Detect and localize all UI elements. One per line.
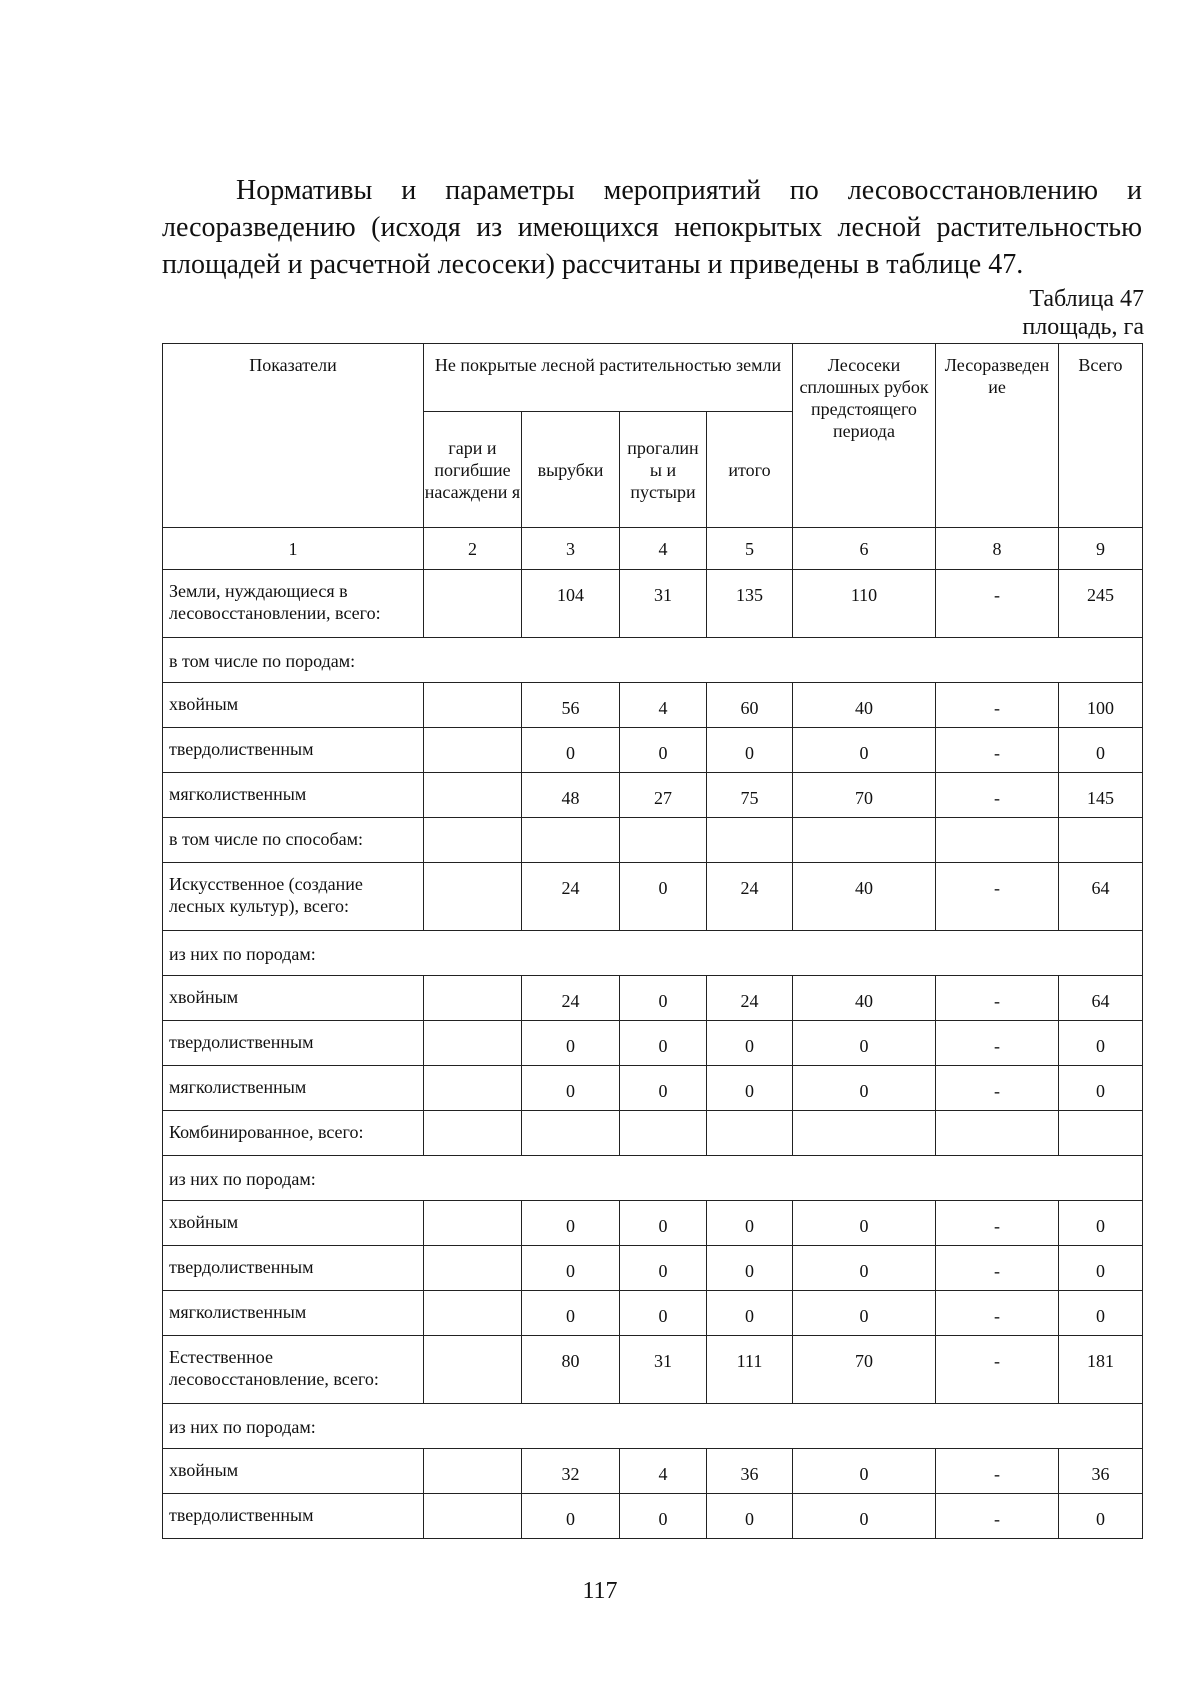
cell-c4: 0 [620, 1494, 707, 1539]
cell-c6: 0 [793, 728, 936, 773]
table-row [163, 570, 1143, 638]
table-row [163, 638, 1143, 683]
cell-c9: 0 [1059, 1291, 1143, 1336]
cell-c2 [424, 1449, 522, 1494]
cell-c6: 0 [793, 1021, 936, 1066]
cell-c9: 36 [1059, 1449, 1143, 1494]
cell-c4: 0 [620, 1201, 707, 1246]
table-row [163, 1066, 1143, 1111]
cell-c8: - [936, 1066, 1059, 1111]
cell-c9: 0 [1059, 1066, 1143, 1111]
cell-c6: 40 [793, 683, 936, 728]
header-all: Всего [1059, 344, 1143, 528]
cell-c3: 104 [522, 570, 620, 638]
cell-c5: 75 [707, 773, 793, 818]
cell-c4: 4 [620, 1449, 707, 1494]
cell-c8: - [936, 773, 1059, 818]
table-row [163, 1336, 1143, 1404]
cell-c3: 24 [522, 863, 620, 931]
cell-c6: 0 [793, 1066, 936, 1111]
cell-c8: - [936, 1021, 1059, 1066]
cell-c9: 0 [1059, 1021, 1143, 1066]
cell-c9: 245 [1059, 570, 1143, 638]
cell-c8: - [936, 1201, 1059, 1246]
table-row [163, 1021, 1143, 1066]
cell-c4: 0 [620, 1066, 707, 1111]
cell-c8: - [936, 1291, 1059, 1336]
table-row [163, 1404, 1143, 1449]
row-label: хвойным [163, 1449, 424, 1494]
row-label: в том числе по способам: [163, 818, 424, 863]
cell-c2 [424, 570, 522, 638]
table-row [163, 1449, 1143, 1494]
row-label: хвойным [163, 683, 424, 728]
table-row [163, 1201, 1143, 1246]
table-row [163, 1156, 1143, 1201]
cell-c8: - [936, 1449, 1059, 1494]
cell-c3 [522, 1111, 620, 1156]
table-row [163, 773, 1143, 818]
cell-c5: 0 [707, 1021, 793, 1066]
table-row [163, 728, 1143, 773]
cell-c5 [707, 1111, 793, 1156]
cell-c3: 0 [522, 1021, 620, 1066]
cell-c9: 0 [1059, 1201, 1143, 1246]
header-burned: гари и погибшие насаждени я [424, 412, 522, 528]
cell-c4: 31 [620, 1336, 707, 1404]
cell-c2 [424, 976, 522, 1021]
cell-c6: 0 [793, 1291, 936, 1336]
cell-c5: 111 [707, 1336, 793, 1404]
cell-c9: 64 [1059, 863, 1143, 931]
cell-c6: 0 [793, 1246, 936, 1291]
cell-c5: 0 [707, 1246, 793, 1291]
section-label: из них по породам: [163, 1156, 1143, 1201]
cell-c4: 4 [620, 683, 707, 728]
cell-c6: 0 [793, 1494, 936, 1539]
row-label: хвойным [163, 1201, 424, 1246]
row-label: Комбинированное, всего: [163, 1111, 424, 1156]
header-glades: прогалин ы и пустыри [620, 412, 707, 528]
cell-c8: - [936, 728, 1059, 773]
header-afforestation: Лесоразведен ие [936, 344, 1059, 528]
cell-c6 [793, 818, 936, 863]
cell-c3: 0 [522, 1494, 620, 1539]
cell-c8: - [936, 1336, 1059, 1404]
row-label: мягколиственным [163, 1066, 424, 1111]
cell-c2 [424, 1291, 522, 1336]
cell-c5: 0 [707, 1494, 793, 1539]
cell-c6: 40 [793, 863, 936, 931]
table-row [163, 1291, 1143, 1336]
cell-c6: 70 [793, 773, 936, 818]
cell-c9: 64 [1059, 976, 1143, 1021]
cell-c4: 0 [620, 1291, 707, 1336]
column-number: 1 [163, 528, 424, 570]
column-numbers-row [163, 528, 1143, 570]
cell-c6: 110 [793, 570, 936, 638]
cell-c3: 48 [522, 773, 620, 818]
page-number: 117 [582, 1578, 618, 1604]
cell-c5 [707, 818, 793, 863]
table-body [163, 528, 1143, 1539]
row-label: Естественное лесовосстановление, всего: [163, 1336, 424, 1404]
cell-c8: - [936, 976, 1059, 1021]
cell-c5: 24 [707, 863, 793, 931]
cell-c2 [424, 1494, 522, 1539]
cell-c2 [424, 683, 522, 728]
column-number: 8 [936, 528, 1059, 570]
cell-c8: - [936, 683, 1059, 728]
cell-c4 [620, 818, 707, 863]
cell-c8 [936, 1111, 1059, 1156]
cell-c2 [424, 728, 522, 773]
cell-c3: 24 [522, 976, 620, 1021]
header-indicators: Показатели [163, 344, 424, 528]
section-label: из них по породам: [163, 1404, 1143, 1449]
cell-c2 [424, 863, 522, 931]
row-label: Искусственное (создание лесных культур), всего: [163, 863, 424, 931]
row-label: хвойным [163, 976, 424, 1021]
intro-paragraph: Нормативы и параметры мероприятий по лесовосстановлению и лесоразведению (исходя из имеющихся непокрытых лесной растительностью площадей и расчетной лесосеки) рассчитаны и приведены в таблице 47. [162, 175, 1142, 280]
cell-c9: 181 [1059, 1336, 1143, 1404]
cell-c2 [424, 818, 522, 863]
table-row [163, 1494, 1143, 1539]
cell-c3: 80 [522, 1336, 620, 1404]
table-row [163, 976, 1143, 1021]
header-felling-areas: Лесосеки сплошных рубок предстоящего периода [793, 344, 936, 528]
table-row [163, 1111, 1143, 1156]
cell-c9: 0 [1059, 728, 1143, 773]
cell-c2 [424, 1021, 522, 1066]
cell-c5: 0 [707, 728, 793, 773]
cell-c2 [424, 1111, 522, 1156]
cell-c4: 0 [620, 1246, 707, 1291]
section-label: в том числе по породам: [163, 638, 1143, 683]
cell-c9: 100 [1059, 683, 1143, 728]
row-label: твердолиственным [163, 1246, 424, 1291]
cell-c5: 0 [707, 1066, 793, 1111]
cell-c6: 40 [793, 976, 936, 1021]
cell-c4: 31 [620, 570, 707, 638]
cell-c9 [1059, 818, 1143, 863]
cell-c5: 24 [707, 976, 793, 1021]
row-label: твердолиственным [163, 1021, 424, 1066]
cell-c3: 0 [522, 1201, 620, 1246]
cell-c9: 0 [1059, 1494, 1143, 1539]
cell-c8: - [936, 1494, 1059, 1539]
cell-c5: 0 [707, 1201, 793, 1246]
header-clearcuts: вырубки [522, 412, 620, 528]
cell-c4: 0 [620, 863, 707, 931]
cell-c3: 0 [522, 1246, 620, 1291]
column-number: 6 [793, 528, 936, 570]
cell-c4: 0 [620, 728, 707, 773]
cell-c2 [424, 1246, 522, 1291]
cell-c6 [793, 1111, 936, 1156]
table-row [163, 683, 1143, 728]
cell-c3: 0 [522, 728, 620, 773]
cell-c9: 145 [1059, 773, 1143, 818]
table-row [163, 931, 1143, 976]
cell-c6: 0 [793, 1201, 936, 1246]
cell-c8 [936, 818, 1059, 863]
cell-c5: 0 [707, 1291, 793, 1336]
cell-c9 [1059, 1111, 1143, 1156]
cell-c2 [424, 1201, 522, 1246]
cell-c8: - [936, 863, 1059, 931]
cell-c2 [424, 1066, 522, 1111]
cell-c4 [620, 1111, 707, 1156]
cell-c4: 0 [620, 976, 707, 1021]
cell-c4: 0 [620, 1021, 707, 1066]
cell-c5: 36 [707, 1449, 793, 1494]
cell-c6: 70 [793, 1336, 936, 1404]
cell-c5: 60 [707, 683, 793, 728]
row-label: Земли, нуждающиеся в лесовосстановлении, всего: [163, 570, 424, 638]
cell-c3: 0 [522, 1291, 620, 1336]
cell-c2 [424, 1336, 522, 1404]
column-number: 3 [522, 528, 620, 570]
cell-c5: 135 [707, 570, 793, 638]
table-row [163, 863, 1143, 931]
table-unit: площадь, га [1022, 314, 1144, 340]
cell-c9: 0 [1059, 1246, 1143, 1291]
column-number: 9 [1059, 528, 1143, 570]
cell-c3 [522, 818, 620, 863]
cell-c8: - [936, 1246, 1059, 1291]
row-label: твердолиственным [163, 1494, 424, 1539]
cell-c8: - [936, 570, 1059, 638]
table-caption: Таблица 47 [1029, 286, 1144, 312]
table-row [163, 1246, 1143, 1291]
table-row [163, 818, 1143, 863]
column-number: 2 [424, 528, 522, 570]
cell-c6: 0 [793, 1449, 936, 1494]
cell-c4: 27 [620, 773, 707, 818]
cell-c3: 56 [522, 683, 620, 728]
section-label: из них по породам: [163, 931, 1143, 976]
column-number: 5 [707, 528, 793, 570]
row-label: твердолиственным [163, 728, 424, 773]
cell-c3: 32 [522, 1449, 620, 1494]
measures-table [162, 343, 1143, 1539]
cell-c2 [424, 773, 522, 818]
column-number: 4 [620, 528, 707, 570]
row-label: мягколиственным [163, 773, 424, 818]
cell-c3: 0 [522, 1066, 620, 1111]
header-unforested: Не покрытые лесной растительностью земли [424, 344, 793, 412]
header-total: итого [707, 412, 793, 528]
row-label: мягколиственным [163, 1291, 424, 1336]
